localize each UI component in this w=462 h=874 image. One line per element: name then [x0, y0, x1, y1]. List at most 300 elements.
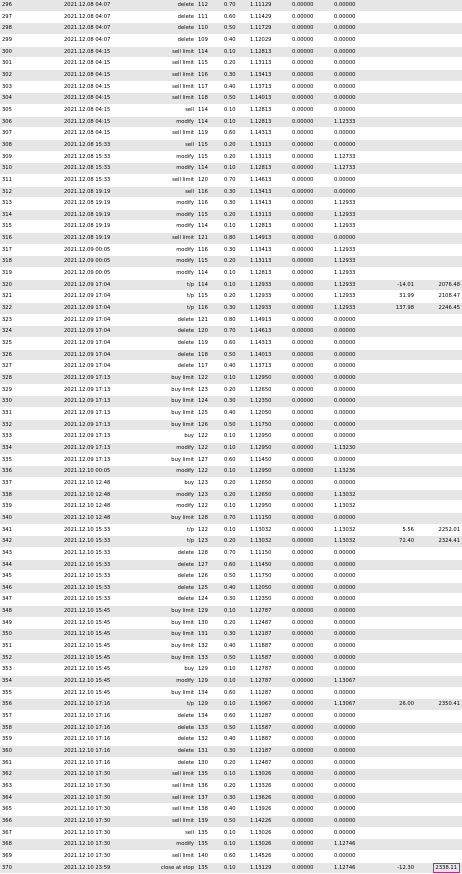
row-type: close at stop: [132, 862, 196, 874]
row-time: 2021.12.08 04:15: [62, 81, 132, 93]
row-profit: [374, 512, 416, 524]
row-price: 1.13413: [248, 244, 290, 256]
row-time: 2021.12.10 15:33: [62, 582, 132, 594]
row-type: modify: [132, 501, 196, 513]
row-price: 1.14526: [248, 850, 290, 862]
row-profit: [374, 93, 416, 105]
row-profit: [374, 652, 416, 664]
row-time: 2021.12.08 04:15: [62, 46, 132, 58]
row-id: 338: [0, 489, 62, 501]
row-sl: 0.00000: [290, 198, 332, 210]
row-size: 0.50: [222, 349, 248, 361]
row-order: 126: [196, 419, 222, 431]
row-size: 0.10: [222, 862, 248, 874]
row-order: 115: [196, 139, 222, 151]
table-row: [0, 186, 462, 198]
row-tp: 0.00000: [332, 454, 374, 466]
row-order: 129: [196, 699, 222, 711]
row-sl: 0.00000: [290, 11, 332, 23]
row-profit: [374, 466, 416, 478]
row-order: 115: [196, 256, 222, 268]
row-sl: 0.00000: [290, 780, 332, 792]
row-size: 0.30: [222, 244, 248, 256]
row-price: 1.12187: [248, 629, 290, 641]
row-balance: [416, 676, 462, 688]
row-price: 1.13713: [248, 361, 290, 373]
row-id: 355: [0, 687, 62, 699]
row-time: 2021.12.09 00:05: [62, 244, 132, 256]
row-id: 359: [0, 734, 62, 746]
row-order: 124: [196, 594, 222, 606]
row-id: 299: [0, 34, 62, 46]
row-sl: 0.00000: [290, 34, 332, 46]
row-size: 0.70: [222, 547, 248, 559]
table-row: [0, 804, 462, 816]
row-profit: [374, 186, 416, 198]
row-tp: 0.00000: [332, 139, 374, 151]
row-size: 0.70: [222, 326, 248, 338]
table-row: [0, 536, 462, 548]
row-price: 1.11887: [248, 641, 290, 653]
row-balance: [416, 629, 462, 641]
row-order: 110: [196, 23, 222, 35]
row-size: 0.30: [222, 69, 248, 81]
row-order: 131: [196, 746, 222, 758]
row-profit: 72.40: [374, 536, 416, 548]
row-order: 122: [196, 524, 222, 536]
row-sl: 0.00000: [290, 151, 332, 163]
row-price: 1.12933: [248, 279, 290, 291]
row-sl: 0.00000: [290, 757, 332, 769]
row-tp: 0.00000: [332, 617, 374, 629]
row-price: 1.12487: [248, 757, 290, 769]
row-balance: [416, 431, 462, 443]
row-balance: [416, 559, 462, 571]
row-id: 358: [0, 722, 62, 734]
row-profit: 31.99: [374, 291, 416, 303]
row-type: sell limit: [132, 792, 196, 804]
row-id: 301: [0, 58, 62, 70]
row-price: 1.14313: [248, 128, 290, 140]
row-id: 315: [0, 221, 62, 233]
row-size: 0.20: [222, 617, 248, 629]
table-row: [0, 571, 462, 583]
table-row: [0, 314, 462, 326]
row-tp: 0.00000: [332, 711, 374, 723]
row-time: 2021.12.10 15:45: [62, 676, 132, 688]
table-row: [0, 594, 462, 606]
row-balance: [416, 419, 462, 431]
row-price: 1.14613: [248, 326, 290, 338]
row-type: buy limit: [132, 407, 196, 419]
row-time: 2021.12.10 17:30: [62, 839, 132, 851]
row-size: 0.40: [222, 804, 248, 816]
row-order: 112: [196, 0, 222, 11]
row-size: 0.20: [222, 58, 248, 70]
row-id: 312: [0, 186, 62, 198]
table-row: [0, 23, 462, 35]
row-id: 334: [0, 442, 62, 454]
row-sl: 0.00000: [290, 466, 332, 478]
row-order: 130: [196, 757, 222, 769]
row-balance: [416, 454, 462, 466]
row-tp: 0.00000: [332, 407, 374, 419]
row-type: delete: [132, 594, 196, 606]
row-id: 344: [0, 559, 62, 571]
row-balance: [416, 384, 462, 396]
row-profit: [374, 221, 416, 233]
row-price: 1.11287: [248, 711, 290, 723]
row-type: t/p: [132, 291, 196, 303]
row-size: 0.30: [222, 792, 248, 804]
row-order: 116: [196, 303, 222, 315]
row-sl: 0.00000: [290, 722, 332, 734]
row-type: buy limit: [132, 641, 196, 653]
table-row: [0, 93, 462, 105]
row-type: delete: [132, 746, 196, 758]
row-id: 330: [0, 396, 62, 408]
row-profit: [374, 629, 416, 641]
table-row: [0, 58, 462, 70]
row-time: 2021.12.08 15:33: [62, 163, 132, 175]
row-id: 318: [0, 256, 62, 268]
row-size: 0.40: [222, 407, 248, 419]
row-type: delete: [132, 326, 196, 338]
row-id: 370: [0, 862, 62, 874]
row-price: 1.12650: [248, 384, 290, 396]
row-price: 1.13032: [248, 536, 290, 548]
row-profit: [374, 501, 416, 513]
row-size: 0.30: [222, 303, 248, 315]
row-time: 2021.12.10 12:48: [62, 477, 132, 489]
table-row: [0, 407, 462, 419]
row-type: buy limit: [132, 606, 196, 618]
row-id: 310: [0, 163, 62, 175]
row-balance: [416, 186, 462, 198]
row-balance: [416, 606, 462, 618]
row-balance: [416, 34, 462, 46]
row-size: 0.50: [222, 419, 248, 431]
row-size: 0.10: [222, 442, 248, 454]
row-tp: 1.13032: [332, 489, 374, 501]
row-time: 2021.12.08 04:07: [62, 23, 132, 35]
row-sl: 0.00000: [290, 163, 332, 175]
row-time: 2021.12.10 17:30: [62, 769, 132, 781]
row-order: 122: [196, 431, 222, 443]
table-row: [0, 104, 462, 116]
row-sl: 0.00000: [290, 81, 332, 93]
row-size: 0.10: [222, 524, 248, 536]
row-order: 114: [196, 116, 222, 128]
row-id: 329: [0, 384, 62, 396]
row-time: 2021.12.08 04:15: [62, 93, 132, 105]
row-size: 0.10: [222, 606, 248, 618]
row-tp: 1.13032: [332, 501, 374, 513]
row-id: 357: [0, 711, 62, 723]
row-sl: 0.00000: [290, 827, 332, 839]
row-sl: 0.00000: [290, 23, 332, 35]
row-order: 121: [196, 314, 222, 326]
row-price: 1.13113: [248, 58, 290, 70]
row-size: 0.30: [222, 746, 248, 758]
row-time: 2021.12.10 17:30: [62, 792, 132, 804]
row-order: 134: [196, 711, 222, 723]
table-row: [0, 617, 462, 629]
row-price: 1.13026: [248, 827, 290, 839]
row-balance: [416, 314, 462, 326]
row-time: 2021.12.08 19:19: [62, 221, 132, 233]
row-order: 120: [196, 174, 222, 186]
row-time: 2021.12.09 17:13: [62, 373, 132, 385]
table-row: [0, 734, 462, 746]
row-price: 1.12650: [248, 489, 290, 501]
table-row: [0, 454, 462, 466]
row-type: sell limit: [132, 69, 196, 81]
row-type: sell limit: [132, 850, 196, 862]
row-time: 2021.12.09 17:04: [62, 338, 132, 350]
row-id: 321: [0, 291, 62, 303]
row-id: 360: [0, 746, 62, 758]
row-size: 0.60: [222, 850, 248, 862]
table-row: [0, 664, 462, 676]
row-order: 115: [196, 291, 222, 303]
row-type: modify: [132, 466, 196, 478]
row-tp: 0.00000: [332, 547, 374, 559]
row-size: 0.70: [222, 512, 248, 524]
table-row: [0, 128, 462, 140]
row-balance: [416, 139, 462, 151]
row-order: 137: [196, 792, 222, 804]
row-order: 123: [196, 384, 222, 396]
row-size: 0.20: [222, 151, 248, 163]
row-size: 0.20: [222, 780, 248, 792]
row-size: 0.10: [222, 664, 248, 676]
row-balance: 2252.01: [416, 524, 462, 536]
row-tp: 1.13230: [332, 442, 374, 454]
row-time: 2021.12.10 15:33: [62, 571, 132, 583]
row-profit: [374, 547, 416, 559]
row-profit: [374, 11, 416, 23]
row-balance: [416, 477, 462, 489]
row-order: 118: [196, 349, 222, 361]
row-balance: 2246.45: [416, 303, 462, 315]
row-order: 111: [196, 11, 222, 23]
row-price: 1.12350: [248, 594, 290, 606]
row-size: 0.10: [222, 221, 248, 233]
table-row: [0, 687, 462, 699]
row-sl: 0.00000: [290, 349, 332, 361]
table-row: [0, 676, 462, 688]
row-profit: [374, 338, 416, 350]
row-sl: 0.00000: [290, 617, 332, 629]
table-row: [0, 769, 462, 781]
row-time: 2021.12.10 15:33: [62, 547, 132, 559]
row-profit: -12.30: [374, 862, 416, 874]
row-profit: [374, 477, 416, 489]
row-balance: [416, 81, 462, 93]
row-price: 1.11750: [248, 419, 290, 431]
row-time: 2021.12.10 17:16: [62, 699, 132, 711]
row-type: delete: [132, 547, 196, 559]
row-tp: 1.12933: [332, 198, 374, 210]
row-order: 122: [196, 501, 222, 513]
row-type: buy limit: [132, 373, 196, 385]
row-price: 1.11287: [248, 687, 290, 699]
row-time: 2021.12.08 04:07: [62, 34, 132, 46]
row-type: delete: [132, 571, 196, 583]
row-price: 1.12950: [248, 442, 290, 454]
row-price: 1.12950: [248, 431, 290, 443]
row-time: 2021.12.08 15:33: [62, 151, 132, 163]
row-price: 1.12950: [248, 373, 290, 385]
row-sl: 0.00000: [290, 373, 332, 385]
table-row: [0, 815, 462, 827]
row-id: 343: [0, 547, 62, 559]
row-balance: [416, 69, 462, 81]
row-order: 129: [196, 664, 222, 676]
row-tp: 1.12933: [332, 256, 374, 268]
row-price: 1.12813: [248, 163, 290, 175]
row-sl: 0.00000: [290, 571, 332, 583]
row-balance: 2108.47: [416, 291, 462, 303]
row-order: 116: [196, 198, 222, 210]
row-type: modify: [132, 221, 196, 233]
row-id: 337: [0, 477, 62, 489]
row-profit: 137.98: [374, 303, 416, 315]
row-type: modify: [132, 244, 196, 256]
row-size: 0.10: [222, 279, 248, 291]
row-tp: 0.00000: [332, 582, 374, 594]
row-time: 2021.12.10 17:16: [62, 734, 132, 746]
row-size: 0.40: [222, 361, 248, 373]
row-sl: 0.00000: [290, 233, 332, 245]
row-tp: 0.00000: [332, 431, 374, 443]
row-order: 134: [196, 687, 222, 699]
row-id: 361: [0, 757, 62, 769]
row-time: 2021.12.10 12:48: [62, 489, 132, 501]
row-balance: [416, 617, 462, 629]
table-row: [0, 792, 462, 804]
table-row: [0, 81, 462, 93]
row-type: t/p: [132, 536, 196, 548]
row-tp: 0.00000: [332, 373, 374, 385]
row-type: modify: [132, 116, 196, 128]
row-balance: [416, 815, 462, 827]
row-type: modify: [132, 151, 196, 163]
row-size: 0.10: [222, 501, 248, 513]
row-time: 2021.12.10 15:45: [62, 629, 132, 641]
table-row: [0, 466, 462, 478]
row-id: 363: [0, 780, 62, 792]
row-price: 1.12787: [248, 676, 290, 688]
row-type: delete: [132, 34, 196, 46]
table-row: [0, 384, 462, 396]
row-type: modify: [132, 256, 196, 268]
row-id: 351: [0, 641, 62, 653]
table-row: [0, 34, 462, 46]
row-order: 114: [196, 279, 222, 291]
row-price: 1.13026: [248, 839, 290, 851]
row-type: sell limit: [132, 93, 196, 105]
table-row: [0, 174, 462, 186]
row-size: 0.60: [222, 559, 248, 571]
row-id: 324: [0, 326, 62, 338]
row-sl: 0.00000: [290, 419, 332, 431]
row-id: 314: [0, 209, 62, 221]
row-order: 117: [196, 81, 222, 93]
row-order: 122: [196, 442, 222, 454]
row-order: 133: [196, 652, 222, 664]
row-balance: [416, 396, 462, 408]
row-profit: [374, 687, 416, 699]
row-size: 0.10: [222, 699, 248, 711]
row-time: 2021.12.08 04:07: [62, 11, 132, 23]
table-row: [0, 46, 462, 58]
row-order: 117: [196, 361, 222, 373]
row-id: 354: [0, 676, 62, 688]
row-balance: [416, 361, 462, 373]
row-id: 349: [0, 617, 62, 629]
row-tp: 1.12933: [332, 209, 374, 221]
row-time: 2021.12.10 15:33: [62, 594, 132, 606]
row-order: 123: [196, 536, 222, 548]
row-type: buy limit: [132, 396, 196, 408]
row-tp: 0.00000: [332, 641, 374, 653]
row-profit: [374, 571, 416, 583]
row-profit: [374, 711, 416, 723]
row-tp: 0.00000: [332, 804, 374, 816]
row-price: 1.12933: [248, 291, 290, 303]
row-price: 1.11587: [248, 652, 290, 664]
row-order: 119: [196, 128, 222, 140]
row-size: 0.30: [222, 198, 248, 210]
row-tp: 0.00000: [332, 34, 374, 46]
row-id: 300: [0, 46, 62, 58]
row-profit: [374, 116, 416, 128]
row-tp: 1.12333: [332, 116, 374, 128]
row-tp: 1.12746: [332, 862, 374, 874]
row-order: 135: [196, 769, 222, 781]
row-order: 135: [196, 862, 222, 874]
row-size: 0.10: [222, 839, 248, 851]
row-price: 1.12813: [248, 46, 290, 58]
row-size: 0.10: [222, 373, 248, 385]
row-sl: 0.00000: [290, 664, 332, 676]
row-sl: 0.00000: [290, 116, 332, 128]
table-row: [0, 221, 462, 233]
row-time: 2021.12.09 00:05: [62, 268, 132, 280]
row-order: 114: [196, 104, 222, 116]
row-time: 2021.12.10 23:59: [62, 862, 132, 874]
row-price: 1.13067: [248, 699, 290, 711]
row-tp: 0.00000: [332, 780, 374, 792]
row-profit: [374, 606, 416, 618]
row-time: 2021.12.09 00:05: [62, 256, 132, 268]
row-type: delete: [132, 722, 196, 734]
row-sl: 0.00000: [290, 186, 332, 198]
row-sl: 0.00000: [290, 244, 332, 256]
row-size: 0.20: [222, 209, 248, 221]
row-price: 1.11729: [248, 23, 290, 35]
row-price: 1.13129: [248, 862, 290, 874]
row-size: 0.10: [222, 46, 248, 58]
row-time: 2021.12.10 12:48: [62, 501, 132, 513]
row-order: 126: [196, 571, 222, 583]
table-row: [0, 163, 462, 175]
row-size: 0.60: [222, 687, 248, 699]
row-sl: 0.00000: [290, 361, 332, 373]
row-order: 118: [196, 93, 222, 105]
